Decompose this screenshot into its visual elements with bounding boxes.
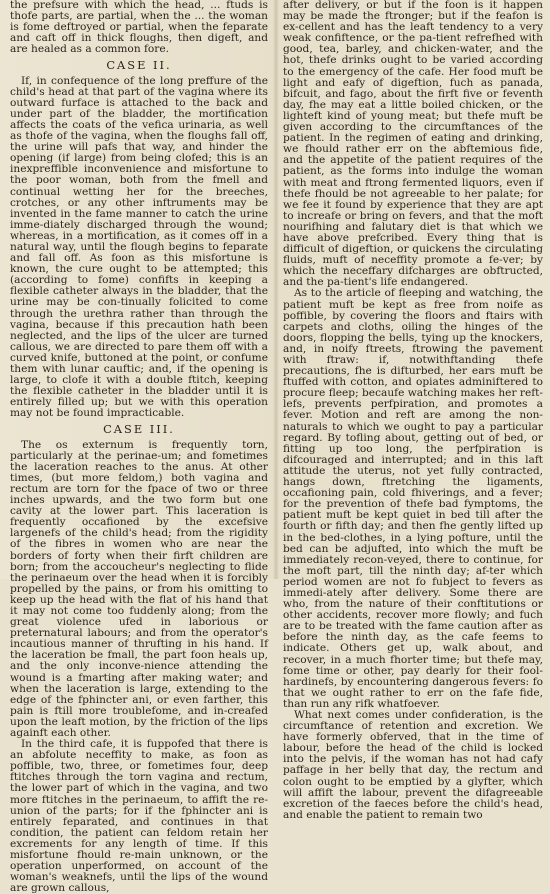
left-column	[10, 0, 268, 894]
case-3-third-case-paragraph: In the third cafe, it is fuppofed that there is an abfolute neceffity to make, as foon as poffible, two, three, or fometimes four, deep ftitches through the torn vagina and rectum, the lower part of which in the vagina, and two more ftitches in the perinaeum, to affift the re-union of the parts; for if the fphincter ani is entirely feparated, and continues in that condition, the patient can feldom retain her excrements for any length of time. If this misfortune fhould re-main unknown, or the operation unperformed, on account of the woman's weaknefs, until the lips of the wound are grown callous,	[10, 738, 268, 894]
top-paragraph: the prefsure with which the head, ... ftuds is thofe parts, are partial, when the ... the woman is fome deftroyed or partial, when the feparate and caft off in thick floughs, then digeft, and are healed as a common fore.	[10, 0, 268, 56]
case-3-heading: CASE III.	[103, 422, 175, 437]
regimen-paragraph: after delivery, or but if the foon is it happen may be made the ftronger; but if the feafon is ex-cellent and has the leaft tendency to a very weak confiftence, or the pa-tient refrefhed with good, tea, barley, and chicken-water, and the hot, thefe drinks ought to be varied according to the emergency of the cafe. Her food muft be light and eafy of digeftion, fuch as panada, bifcuit, and fago, about the firft five or feventh day, fhe may eat a little boiled chicken, or the lighteft kind of young meat; but thefe muft be given according to the circumftances of the patient. In the regimen of eating and drinking, we fhould rather err on the abftemious fide, and the appetite of the patient requires of the patient, as the forms into indulge the woman with meat and ftrong fermented liquors, even if thefe fhould be not agreeable to her palate; for we fee it found by experience that they are apt to increafe or bring on fevers, and that the moft nourifhing and falutary diet is that which we have above prefcribed. Every thing that is difficult of digeftion, or quickens the circulating fluids, muft of neceffity promote a fe-ver; by which the neceffary difcharges are obftructed, and the pa-tient's life endangered.	[283, 0, 543, 289]
page-gutter	[273, 0, 279, 579]
case-3-body: The os externum is frequently torn, particularly at the perinae-um; and fometimes the laceration reaches to the anus. At other times, (but more feldom,) both vagina and rectum are torn for the fpace of two or three inches upwards, and the two form but one cavity at the lower part. This laceration is frequently occafioned by the excefsive largenefs of the child's head; from the rigidity of the fibres in women who are near the borders of forty when their firft children are born; from the accoucheur's neglecting to flide the perinaeum over the head when it is forcibly propelled by the pains, or from his omitting to keep up the head with the flat of his hand that it may not come too fuddenly along; from the great violence ufed in laborious or preternatural labours; and from the operator's incautious manner of thrufting in his hand. If the laceration be fmall, the part foon heals up, and the only inconve-nience attending the wound is a fmarting after making water; and when the laceration is large, extending to the edge of the fphincter ani, or even farther, this pain is ftill more troublefome, and in-creafed upon the leaft motion, by the friction of the lips againft each other.	[10, 438, 268, 739]
case-2-heading: CASE II.	[106, 58, 172, 73]
right-column	[283, 0, 543, 821]
retention-excretion-paragraph: What next comes under confideration, is the circumftance of retention and excretion. We have formerly obferved, that in the time of labour, before the head of the child is locked into the pelvis, if the woman has not had cafy paffage in her belly that day, the rectum and colon ought to be emptied by a glyfter, which will affift the labour, prevent the difagreeable excretion of the faeces before the child's head, and enable the patient to remain two	[283, 709, 543, 821]
case-2-body: If, in confequence of the long preffure of the child's head at that part of the vagina where its outward furface is attached to the back and under part of the bladder, the mortification affects the coats of the vefica urinaria, as well as thofe of the vagina, when the floughs fall off, the urine will pafs that way, and hinder the opening (if large) from being clofed; this is an inexpreffible inconvenience and misfortune to the poor woman, both from the fmell and continual wetting her for the breeches, crotches, or any other inftruments may be invented in the fame manner to catch the urine imme-diately discharged through the wound; whereas, in a mortification, as it comes off in a natural way, until the flough begins to feparate and fall off. As foon as this misfortune is known, the cure ought to be attempted; this (according to fome) confifts in keeping a flexible catheter always in the bladder, that the urine may be con-tinually folicited to come through the urethra rather than through the vagina, because if this precaution hath been neglected, and the lips of the ulcer are turned callous, we are directed to pare them off with a curved knife, buttoned at the point, or confume them with lunar cauftic; and, if the opening is large, to clofe it with a double ftitch, keeping the flexible catheter in the bladder until it is entirely filled up; but we with this operation may not be found impracticable.	[10, 74, 268, 420]
sleeping-watching-paragraph: As to the article of fleeping and watching, the patient muft be kept as free from noife as poffible, by covering the floors and ftairs with carpets and cloths, oiling the hinges of the doors, flopping the bells, tying up the knockers, and, in noify ftreets, ftrowing the pavement with ftraw: if, notwithftanding thefe precautions, fhe is difturbed, her ears muft be ftuffed with cotton, and opiates adminiftered to procure fleep; becaufe watching makes her reft-lefs, prevents perfpiration, and promotes a fever. Motion and reft are among the non-naturals to which we ought to pay a particular regard. By tofling about, getting out of bed, or fitting up too long, the perfpiration is difcouraged and interrupted; and in this laft attitude the uterus, not yet fully contracted, hangs down, ftretching the ligaments, occafioning pain, cold fhiverings, and a fever; for the prevention of thefe bad fymptoms, the patient muft be kept quiet in bed till after the fourth or fifth day; and then fhe gently lifted up in the bed-clothes, in a lying pofture, until the bed can be adjufted, into which the muft be immediately recon-veyed, there to continue, for the moft part, till the ninth day; af-ter which period women are not fo fubject to fevers as immedi-ately after delivery. Some there are who, from the nature of their conftitutions or other accidents, recover more flowly; and fuch are to be treated with the fame caution after as before the ninth day, as the cafe feems to indicate. Others get up, walk about, and recover, in a much fhorter time; but thefe may, fome time or other, pay dearly for their fool-hardinefs, by encountering dangerous fevers: fo that we ought rather to err on the fafe fide, than run any rifk whatfoever.	[283, 287, 543, 710]
